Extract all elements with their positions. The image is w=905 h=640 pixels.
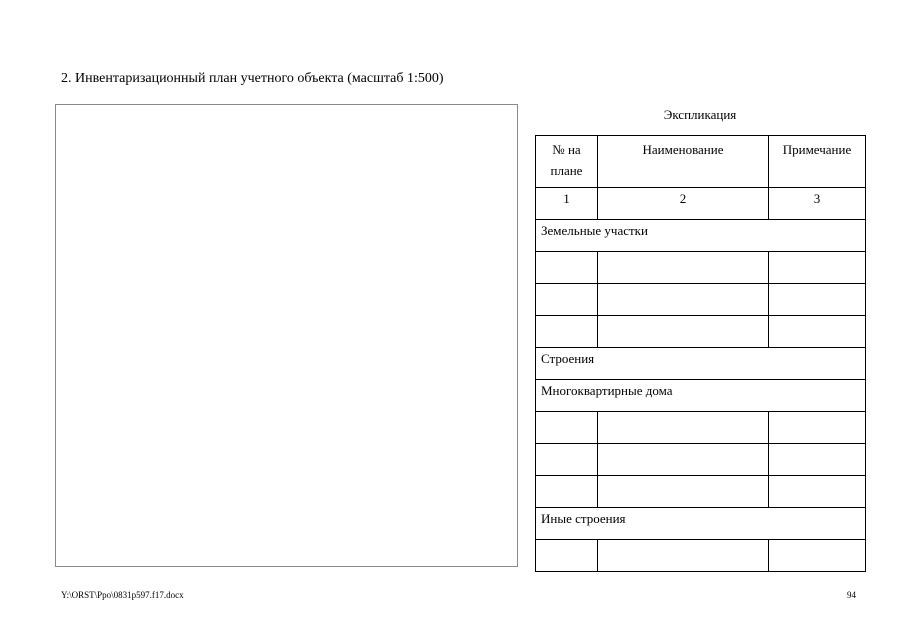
- header-note: Примечание: [769, 136, 866, 188]
- section-buildings: Строения: [536, 348, 866, 380]
- table-row: [536, 444, 866, 476]
- cell-empty: [598, 284, 769, 316]
- section-title: 2. Инвентаризационный план учетного объекта (масштаб 1:500): [61, 71, 444, 86]
- header-plan-number: [536, 136, 598, 188]
- footer-file-path: Y:\ORST\Ppo\0831p597.f17.docx: [61, 590, 184, 600]
- cell-empty: [536, 412, 598, 444]
- cell-empty: [598, 540, 769, 572]
- section-apartments: Многоквартирные дома: [536, 380, 866, 412]
- table-row: [536, 476, 866, 508]
- cell-empty: [598, 252, 769, 284]
- cell-empty: [536, 476, 598, 508]
- table-row: [536, 252, 866, 284]
- header-name: Наименование: [598, 136, 769, 188]
- cell-empty: [598, 316, 769, 348]
- cell-empty: [769, 284, 866, 316]
- table-row: [536, 412, 866, 444]
- column-number-3: 3: [769, 188, 866, 220]
- cell-empty: [769, 316, 866, 348]
- cell-empty: [769, 252, 866, 284]
- section-row-buildings: [536, 348, 866, 380]
- section-land: Земельные участки: [536, 220, 866, 252]
- cell-empty: [598, 444, 769, 476]
- header-plan-number-line1: № на: [552, 142, 581, 157]
- column-number-2: 2: [598, 188, 769, 220]
- header-row: [536, 136, 866, 188]
- footer-page-number: 94: [847, 590, 856, 600]
- table-row: [536, 540, 866, 572]
- cell-empty: [598, 476, 769, 508]
- explication-table: [535, 135, 866, 572]
- section-row-land: [536, 220, 866, 252]
- cell-empty: [769, 540, 866, 572]
- column-number-1: 1: [536, 188, 598, 220]
- cell-empty: [769, 444, 866, 476]
- cell-empty: [536, 316, 598, 348]
- header-plan-number-line2: плане: [550, 163, 583, 178]
- section-row-other: [536, 508, 866, 540]
- table-row: [536, 284, 866, 316]
- cell-empty: [598, 412, 769, 444]
- column-number-row: [536, 188, 866, 220]
- cell-empty: [536, 540, 598, 572]
- cell-empty: [536, 252, 598, 284]
- cell-empty: [536, 284, 598, 316]
- cell-empty: [536, 444, 598, 476]
- section-row-apartments: [536, 380, 866, 412]
- explication-title: Экспликация: [663, 107, 737, 122]
- inventory-plan-area: [55, 104, 518, 567]
- cell-empty: [769, 412, 866, 444]
- table-row: [536, 316, 866, 348]
- cell-empty: [769, 476, 866, 508]
- section-other: Иные строения: [536, 508, 866, 540]
